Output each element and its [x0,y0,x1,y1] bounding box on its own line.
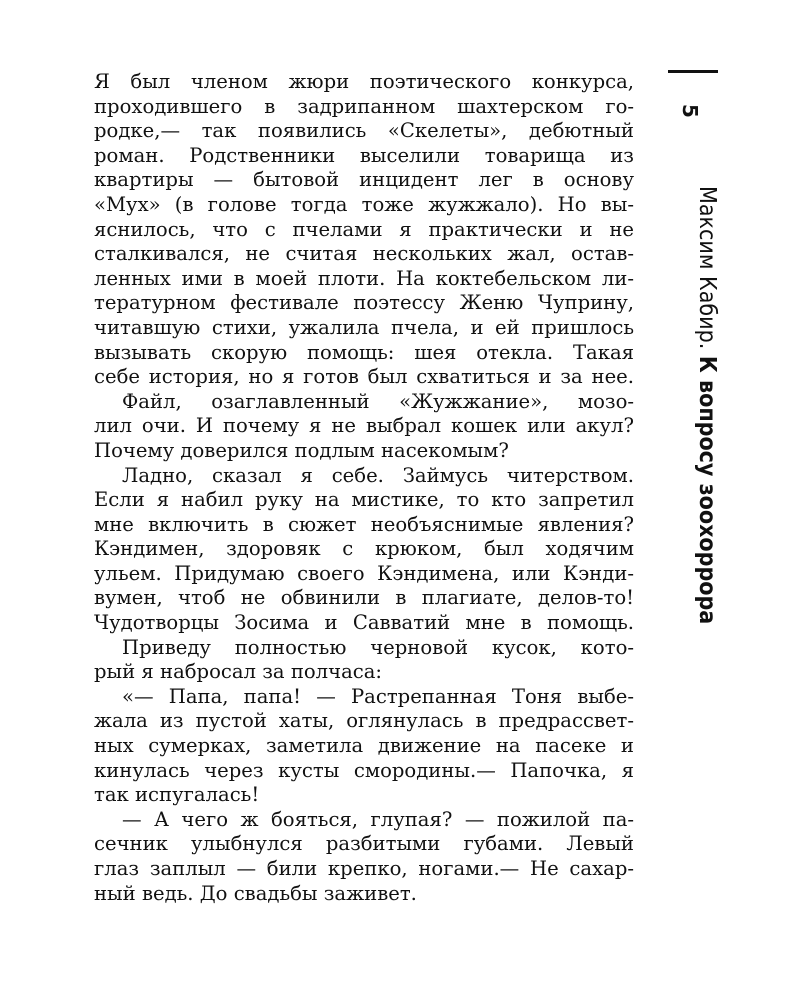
text-line: роман. Родственники выселили товарища из [94,143,634,167]
page-number: 5 [678,104,702,118]
text-line: лил очи. И почему я не выбрал кошек или акул? [94,414,634,438]
text-line: Кэндимен, здоровяк с крюком, был ходячим [94,537,634,561]
text-line: рый я набросал за полчаса: [94,660,383,684]
text-line: яснилось, что с пчелами я практически и не [94,217,634,241]
text-line: так испугалась! [94,783,260,807]
text-line: Почему доверился подлым насекомым? [94,438,509,462]
running-head-rule [668,70,718,73]
text-line: кинулась через кусты смородины.— Папочка, я [94,758,634,782]
text-line: читавшую стихи, ужалила пчела, и ей пришлось [94,315,634,339]
text-line: тературном фестивале поэтессу Женю Чуприну, [94,291,634,315]
text-line: глаз заплыл — били крепко, ногами.— Не сахар- [94,857,634,880]
text-line: себе история, но я готов был схватиться и за нее. [94,365,634,389]
text-line: Ладно, сказал я себе. Займусь читерством. [122,463,634,487]
text-line: «— Папа, папа! — Растрепанная Тоня выбе- [122,684,634,708]
text-line: родке,— так появились «Скелеты», дебютный [94,119,634,143]
text-line: — А чего ж бояться, глупая? — пожилой па- [122,807,634,831]
text-line: ленных ими в моей плоти. На коктебельском ли- [94,266,634,290]
text-line: сталкивался, не считая нескольких жал, остав- [94,242,634,266]
text-line: ульем. Придумаю своего Кэндимена, или Кэнди- [94,561,634,585]
text-line: Файл, озаглавленный «Жужжание», мозо- [122,389,634,413]
running-head-title: К вопросу зоохоррора [694,355,720,625]
text-line: Чудотворцы Зосима и Савватий мне в помощь. [94,611,634,635]
text-line: вызывать скорую помощь: шея отекла. Такая [94,340,634,364]
text-line: ный ведь. До свадьбы заживет. [94,881,417,905]
body-text [94,70,634,906]
text-line: квартиры — бытовой инцидент лег в основу [94,168,634,192]
text-line: сечник улыбнулся разбитыми губами. Левый [94,832,634,856]
text-line: вумен, чтоб не обвинили в плагиате, делов-то! [94,586,634,610]
running-head [680,186,720,625]
text-line: ных сумерках, заметила движение на пасеке и [94,734,634,758]
text-line: мне включить в сюжет необъяснимые явления? [94,512,634,536]
text-line: «Мух» (в голове тогда тоже жужжало). Но вы- [94,192,634,216]
text-line: жала из пустой хаты, оглянулась в предрассвет- [94,709,634,733]
text-line: Я был членом жюри поэтического конкурса, [94,70,634,93]
text-line: Если я набил руку на мистике, то кто запретил [94,488,634,512]
text-line: Приведу полностью черновой кусок, кото- [122,635,634,659]
running-head-author: Максим Кабир. [694,186,720,350]
text-line: проходившего в задрипанном шахтерском го- [94,94,634,118]
